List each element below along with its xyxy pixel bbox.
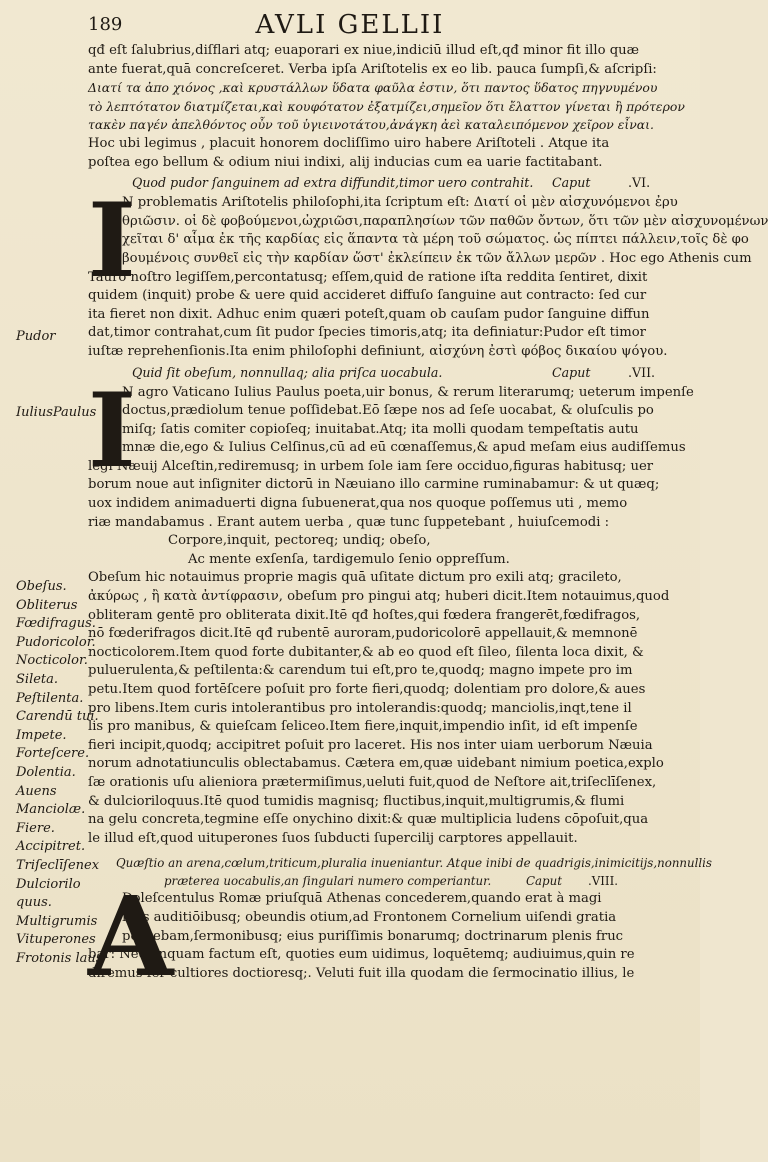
text-line: miſq; ſatis comiter copioſeq; inuitabat.Atq; ita molli quodam tempeſtatis autu bbox=[122, 421, 639, 437]
text-line: Hoc ubi legimus , placuit honorem docliſſimo uiro habere Ariſtoteli . Atque ita bbox=[88, 135, 610, 151]
chapter-title-line1: Quæſtio an arena,cœlum,triticum,pluralia inueniantur. Atque inibi de quadrigis,inimicitijs,nonnullis bbox=[116, 856, 712, 871]
margin-word: Frotonis laus bbox=[16, 950, 103, 966]
margin-word: Vituperones bbox=[16, 932, 96, 948]
text-line: nō fœderifragos dicit.Itē qđ rubentē auroram,pudoricolorē appellauit,& memnonē bbox=[88, 626, 638, 642]
margin-word: Manciolæ. bbox=[16, 802, 86, 818]
margin-word: Dulciorilo bbox=[16, 876, 81, 892]
text-line: θριῶσιν. οἱ δὲ φοβούμενοι,ὠχριῶσι,παραπλησίων τῶν παθῶν ὄντων, ὅτι τῶν μὲν αἰσχυνομένων bbox=[122, 213, 768, 229]
margin-note-iulius-paulus: IuliusPaulus bbox=[16, 405, 97, 420]
margin-word: Triſeclīſenex bbox=[16, 857, 100, 873]
margin-word-list bbox=[16, 578, 103, 968]
text-line: ante fuerat,quā concreſceret. Verba ipſa Ariſtotelis ex eo lib. pauca ſumpſi,& aſcripſi: bbox=[88, 61, 657, 77]
page-number: 189 bbox=[88, 14, 123, 35]
text-line: diremus fer cultiores doctioresq;. Veluti fuit illa quodam die ſermocinatio illius, le bbox=[88, 965, 635, 981]
verse-line: Ac mente exſenſa, tardigemulo ſenio oppreſſum. bbox=[188, 551, 510, 567]
text-line: riæ mandabamus . Erant autem uerba , quæ tunc ſuppetebant , huiuſcemodi : bbox=[88, 514, 610, 530]
chapter-title: Quid ſit obeſum, nonnullaq; alia priſca uocabula. bbox=[132, 364, 443, 380]
margin-word: Obeſus. bbox=[16, 579, 67, 594]
verse-line: Corpore,inquit, pectoreq; undiq; obeſo, bbox=[168, 533, 431, 549]
margin-word: Dolentia. bbox=[16, 764, 76, 780]
caput-label: Caput bbox=[552, 175, 591, 191]
text-line: le illud eſt,quod uituperones ſuos ſubducti ſupercilij carptores appellauit. bbox=[88, 830, 578, 846]
text-line: ſæ orationis uſu alieniora prætermiſimus,ueluti fuit,quod de Neſtore ait,triſeclīſenex, bbox=[88, 774, 657, 790]
margin-word: Pudoricolor. bbox=[16, 634, 96, 650]
caput-number: .VII. bbox=[628, 364, 656, 380]
text-line: τακὲν παγέν ἀπελθόντος οὖν τοῦ ὑγιεινοτάτου,ἀνάγκη ἀεὶ καταλειπόμενον χεῖρον εἶναι. bbox=[88, 117, 654, 133]
margin-word: Obliterus bbox=[16, 597, 78, 613]
caput-label: Caput bbox=[552, 364, 591, 380]
text-line: nocticolorem.Item quod forte dubitanter,& ab eo quod eſt ſileo, ſilenta loca dixit, & bbox=[88, 644, 644, 660]
text-line: Tauro noſtro legiſſem,percontatusq; eſſem,quid de ratione iſta reddita ſentiret, dixit bbox=[88, 269, 648, 285]
main-text bbox=[88, 42, 768, 1002]
text-line: ſtris auditiōibusq; obeundis otium,ad Frontonem Cornelium uiſendi gratia bbox=[122, 909, 617, 925]
text-line: Obeſum hic notauimus proprie magis quā uſitate dictum pro exili atq; gracileto, bbox=[88, 570, 622, 586]
text-line: obliteram gentē pro obliterata dixit.Itē qđ hoſtes,qui fœdera frangerēt,fœdifragos, bbox=[88, 607, 641, 623]
margin-word: Accipitret. bbox=[16, 839, 86, 855]
margin-word: quus. bbox=[16, 895, 52, 911]
text-line: petu.Item quod fortēſcere poſuit pro forte fieri,quodq; dolentiam pro dolore,& aues bbox=[88, 682, 646, 697]
margin-word: Fiere. bbox=[16, 820, 55, 836]
drop-cap: A bbox=[88, 872, 174, 1002]
text-line: pergebam,ſermonibusq; eius puriſſimis bonarumq; doctrinarum plenis fruc bbox=[122, 928, 624, 944]
margin-word: Carendū tui. bbox=[16, 709, 99, 725]
text-line: lis pro manibus, & quieſcam ſeliceo.Item fiere,inquit,impendio inſit, id eſt impenſe bbox=[88, 719, 638, 735]
text-line: bar: Nec unquam factum eſt, quoties eum uidimus, loquētemq; audiuimus,quin re bbox=[88, 947, 635, 963]
text-line: βουμένοις συνθεῖ εἰς τὴν καρδίαν ὥστ' ἐκλείπειν ἐκ τῶν ἄλλων μερῶν . Hoc ego Athenis cum bbox=[122, 250, 752, 266]
chapter-heading-6 bbox=[88, 172, 684, 194]
text-line: Διατί τα ἀπο χιόνος ,καὶ κρυστάλλων ὕδατα φαῦλα ἐστιν, ὅτι παντος ὕδατος πηγνυμένου bbox=[88, 80, 658, 96]
text-line: quidem (inquit) probe & uere quid accideret diffuſo ſanguine aut contracto: ſed cur bbox=[88, 288, 647, 304]
margin-note-pudor: Pudor bbox=[16, 329, 56, 344]
margin-word: Forteſcere. bbox=[16, 746, 90, 762]
drop-cap: I bbox=[88, 370, 136, 491]
drop-cap: I bbox=[88, 181, 136, 302]
text-line: χεῖται δ' αἷμα ἐκ τῆς καρδίας εἰς ἅπαντα τὰ μέρη τοῦ σώματος. ὡς πίπτει πάλλειν,τοῖς δὲ φο bbox=[122, 232, 749, 248]
text-line: N agro Vaticano Iulius Paulus poeta,uir bonus, & rerum literarumq; ueterum impenſe bbox=[122, 384, 694, 400]
chapter-heading-8 bbox=[88, 852, 712, 890]
text-line: legi Næuij Alceſtin,rediremusq; in urbem ſole iam ſere occiduo,figuras habitusq; uer bbox=[88, 458, 654, 474]
margin-word: Fœdifragus. bbox=[16, 616, 96, 632]
text-line: N problematis Ariſtotelis philoſophi,ita ſcriptum eſt: Διατί οἱ μὲν αἰσχυνόμενοι ἐρυ bbox=[122, 195, 678, 211]
text-line: na gelu concreta,tegmine eſſe onychino dixit:& quæ multiplicia ludens cōpoſuit,qua bbox=[88, 812, 649, 828]
margin-word: Multigrumis bbox=[16, 913, 98, 929]
caput-label: Caput bbox=[526, 874, 562, 889]
text-line: iuſtæ reprehenſionis.Ita enim philoſophi definiunt, αἰσχύνη ἐστὶ φόβος δικαίου ψόγου. bbox=[88, 343, 668, 359]
margin-word: Auens bbox=[16, 783, 57, 799]
chapter-title-line2: præterea uocabulis,an ſingulari numero comperiantur. bbox=[164, 874, 492, 889]
text-line: & dulcioriloquus.Itē quod tumidis magnisq; fluctibus,inquit,multigrumis,& flumi bbox=[88, 793, 625, 809]
text-line: ita fieret non dixit. Adhuc enim quæri poteſt,quam ob cauſam pudor ſanguine diffun bbox=[88, 306, 650, 322]
margin-word: Nocticolor. bbox=[16, 653, 88, 669]
caput-number: .VI. bbox=[628, 175, 651, 191]
text-line: fieri incipit,quodq; accipitret poſuit pro laceret. His nos inter uiam uerborum Næuia bbox=[88, 737, 653, 753]
section-5-tail bbox=[88, 42, 684, 172]
text-line: puluerulenta,& peſtilenta:& carendum tui eſt,pro te,quodq; magno impete pro im bbox=[88, 663, 633, 679]
text-line: ἀκύρως , ἢ κατὰ ἀντίφρασιν, obeſum pro pingui atq; huberi dicit.Item notauimus,quod bbox=[88, 589, 670, 605]
margin-word: Impete. bbox=[16, 727, 67, 743]
text-line: norum adnotatiunculis oblectabamus. Cætera em,quæ uidebant nimium poetica,explo bbox=[88, 756, 664, 772]
running-title: AVLI GELLII bbox=[255, 10, 445, 40]
text-line: doctus,prædiolum tenue poſſidebat.Eō ſæpe nos ad ſeſe uocabat, & oluſculis po bbox=[122, 403, 654, 419]
text-line: dat,timor contrahat,cum ſit pudor ſpecies timoris,atq; ita definiatur:Pudor eſt timor bbox=[88, 325, 646, 341]
text-line: qđ eſt ſalubrius,diſflari atq; euaporari ex niue,indiciū illud eſt,qđ minor fit illo quæ bbox=[88, 43, 640, 58]
text-line: pro libens.Item curis intolerantibus pro intolerandis:quodq; manciolis,inqt,tene il bbox=[88, 700, 632, 716]
chapter-heading-7 bbox=[88, 362, 684, 384]
text-line: τὸ λεπτότατον διατμίζεται,καὶ κουφότατον ἐξατμίζει,σημεῖον ὅτι ἔλαττον γίνεται ἢ πρότερον bbox=[88, 98, 685, 114]
text-line: mnæ die,ego & Iulius Celſinus,cū ad eū cœnaſſemus,& apud meſam eius audiſſemus bbox=[122, 440, 686, 456]
text-line: poſtea ego bellum & odium niui indixi, alij inducias cum ea uarie factitabant. bbox=[88, 154, 603, 170]
chapter-title: Quod pudor ſanguinem ad extra diffundit,timor uero contrahit. bbox=[132, 175, 534, 191]
caput-number: .VIII. bbox=[588, 874, 618, 889]
text-line: uox indidem animaduerti digna ſubuenerat,qua nos quoque poſſemus uti , memo bbox=[88, 496, 628, 512]
text-line: borum noue aut inſigniter dictorū in Næuiano illo carmine ruminabamur: & ut quæq; bbox=[88, 477, 660, 493]
margin-word: Sileta. bbox=[16, 671, 59, 687]
margin-word: Peſtilenta. bbox=[16, 690, 84, 706]
text-line: Doleſcentulus Romæ priuſquā Athenas concederem,quando erat à magi bbox=[122, 891, 602, 907]
